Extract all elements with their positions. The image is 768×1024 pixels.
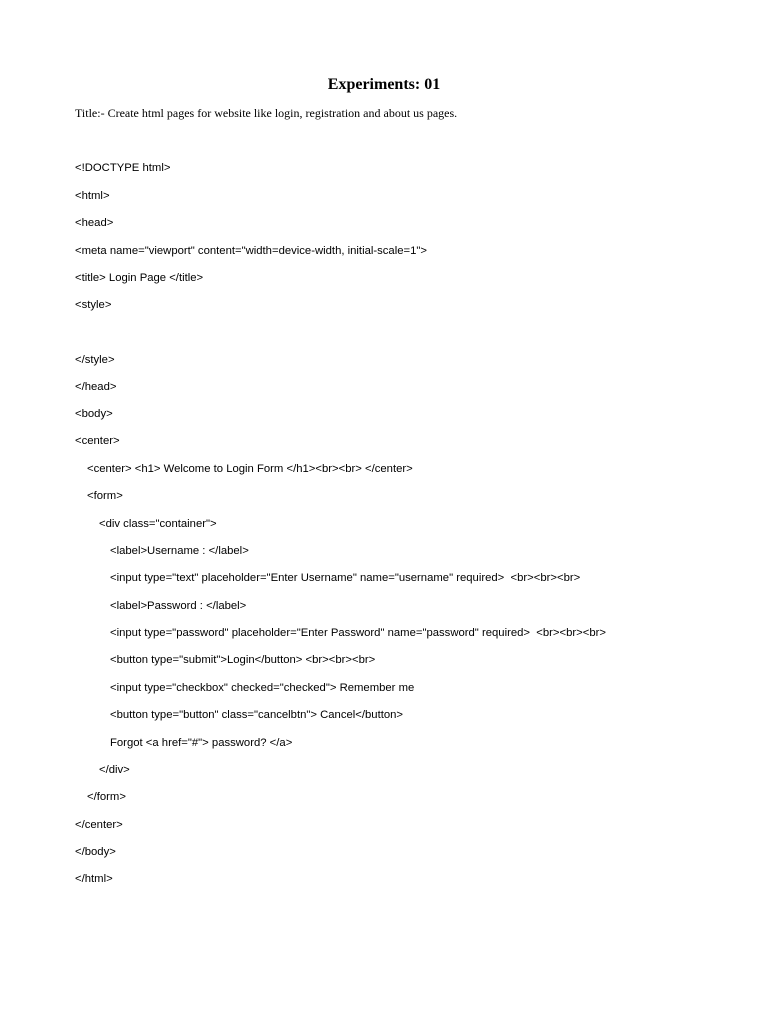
code-line: <label>Username : </label> — [110, 545, 249, 557]
code-line: <center> <h1> Welcome to Login Form </h1><br><br> </center> — [87, 463, 413, 475]
code-line: <label>Password : </label> — [110, 600, 247, 612]
code-line: <center> — [75, 435, 120, 447]
code-line: <input type="password" placeholder="Enter Password" name="password" required> <br><br><br> — [110, 627, 606, 639]
code-line: <input type="checkbox" checked="checked"> Remember me — [110, 682, 415, 694]
code-line: <!DOCTYPE html> — [75, 162, 171, 174]
code-line: </div> — [99, 764, 130, 776]
code-line: </body> — [75, 846, 116, 858]
code-line: </head> — [75, 381, 117, 393]
code-line: Forgot <a href="#"> password? </a> — [110, 737, 293, 749]
code-line: <div class="container"> — [99, 518, 217, 530]
code-line: <button type="button" class="cancelbtn"> Cancel</button> — [110, 709, 404, 721]
code-line: <meta name="viewport" content="width=device-width, initial-scale=1"> — [75, 245, 427, 257]
code-line: <style> — [75, 299, 112, 311]
code-line: <form> — [87, 490, 123, 502]
code-line: </style> — [75, 354, 115, 366]
code-line: </form> — [87, 791, 126, 803]
document-title-line: Title:- Create html pages for website like login, registration and about us pages. — [75, 106, 458, 120]
code-line: </center> — [75, 819, 123, 831]
code-line: <title> Login Page </title> — [75, 272, 204, 284]
code-line: <input type="text" placeholder="Enter Username" name="username" required> <br><br><br> — [110, 572, 581, 584]
code-line: </html> — [75, 873, 113, 885]
code-line: <button type="submit">Login</button> <br><br><br> — [110, 654, 376, 666]
document-heading: Experiments: 01 — [327, 76, 441, 93]
code-line: <body> — [75, 408, 113, 420]
code-line: <html> — [75, 190, 110, 202]
code-line: <head> — [75, 217, 114, 229]
